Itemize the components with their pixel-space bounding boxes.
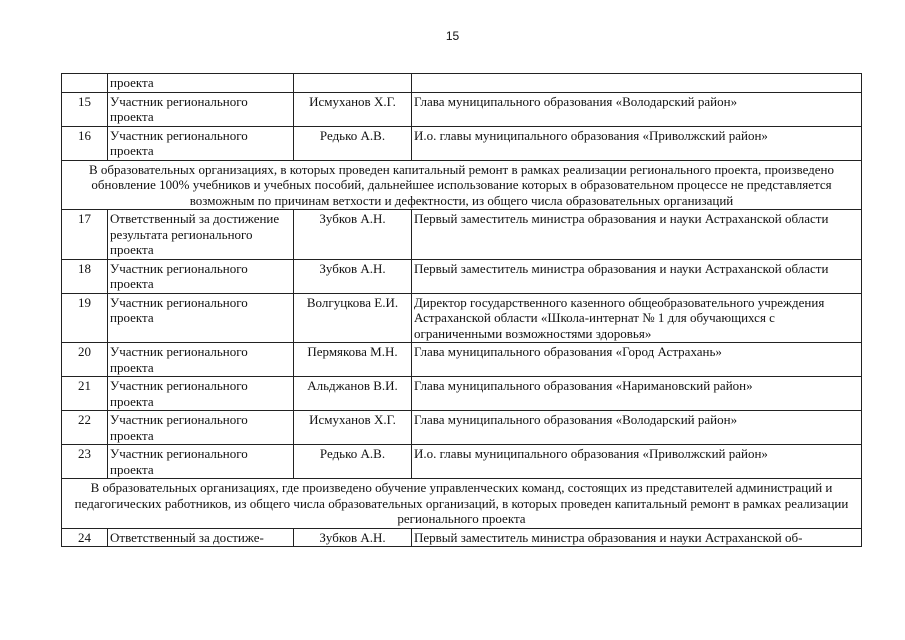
participant-role: Участник регионального проекта (108, 293, 294, 343)
person-position: Первый заместитель министра образования и науки Астраханской области (412, 259, 862, 293)
person-position: Первый заместитель министра образования и науки Астраханской области (412, 210, 862, 260)
person-position: Глава муниципального образования «Город Астрахань» (412, 343, 862, 377)
row-number: 17 (62, 210, 108, 260)
table-row (62, 377, 862, 411)
person-position: И.о. главы муниципального образования «Приволжский район» (412, 126, 862, 160)
person-name: Зубков А.Н. (294, 528, 412, 547)
person-name (294, 74, 412, 93)
person-name: Исмуханов Х.Г. (294, 411, 412, 445)
row-number: 24 (62, 528, 108, 547)
table-row (62, 445, 862, 479)
table-row (62, 528, 862, 547)
row-number (62, 74, 108, 93)
participant-role: проекта (108, 74, 294, 93)
person-name: Зубков А.Н. (294, 210, 412, 260)
person-position: Глава муниципального образования «Наримановский район» (412, 377, 862, 411)
participant-role: Участник регионального проекта (108, 445, 294, 479)
row-number: 16 (62, 126, 108, 160)
table-row (62, 210, 862, 260)
row-number: 15 (62, 92, 108, 126)
row-number: 18 (62, 259, 108, 293)
person-name: Волгуцкова Е.И. (294, 293, 412, 343)
participant-role: Ответственный за достижение результата регионального проекта (108, 210, 294, 260)
table-row (62, 126, 862, 160)
participant-role: Ответственный за достиже- (108, 528, 294, 547)
section-heading: В образовательных организациях, в которых проведен капитальный ремонт в рамках реализации регионального проекта, произведено обновление 100% учебников и учебных пособий, дальнейшее использование которых в образовательном процессе не представляется возможным по причинам ветхости и дефектности, из общего числа образовательных организаций (62, 160, 862, 210)
person-name: Редько А.В. (294, 445, 412, 479)
person-position: Первый заместитель министра образования и науки Астраханской об- (412, 528, 862, 547)
page-number: 15 (445, 29, 460, 43)
participant-role: Участник регионального проекта (108, 343, 294, 377)
table-row (62, 293, 862, 343)
person-name: Пермякова М.Н. (294, 343, 412, 377)
table-row (62, 411, 862, 445)
row-number: 21 (62, 377, 108, 411)
section-heading-row (62, 479, 862, 529)
person-position: Глава муниципального образования «Володарский район» (412, 411, 862, 445)
participant-role: Участник регионального проекта (108, 126, 294, 160)
responsibility-table (61, 73, 862, 547)
table-row (62, 343, 862, 377)
table-body (62, 74, 862, 547)
person-name: Альджанов В.И. (294, 377, 412, 411)
table-row (62, 74, 862, 93)
participant-role: Участник регионального проекта (108, 259, 294, 293)
person-position: Глава муниципального образования «Володарский район» (412, 92, 862, 126)
table-row (62, 259, 862, 293)
section-heading-row (62, 160, 862, 210)
participant-role: Участник регионального проекта (108, 411, 294, 445)
row-number: 23 (62, 445, 108, 479)
participant-role: Участник регионального проекта (108, 92, 294, 126)
row-number: 20 (62, 343, 108, 377)
person-position (412, 74, 862, 93)
section-heading: В образовательных организациях, где произведено обучение управленческих команд, состоящих из представителей администраций и педагогических работников, из общего числа образовательных организаций, в которых проведен капитальный ремонт в рамках реализации регионального проекта (62, 479, 862, 529)
person-position: И.о. главы муниципального образования «Приволжский район» (412, 445, 862, 479)
table-row (62, 92, 862, 126)
person-position: Директор государственного казенного общеобразовательного учреждения Астраханской области «Школа-интернат № 1 для обучающихся с ограниченными возможностями здоровья» (412, 293, 862, 343)
person-name: Зубков А.Н. (294, 259, 412, 293)
person-name: Исмуханов Х.Г. (294, 92, 412, 126)
participant-role: Участник регионального проекта (108, 377, 294, 411)
row-number: 22 (62, 411, 108, 445)
person-name: Редько А.В. (294, 126, 412, 160)
row-number: 19 (62, 293, 108, 343)
